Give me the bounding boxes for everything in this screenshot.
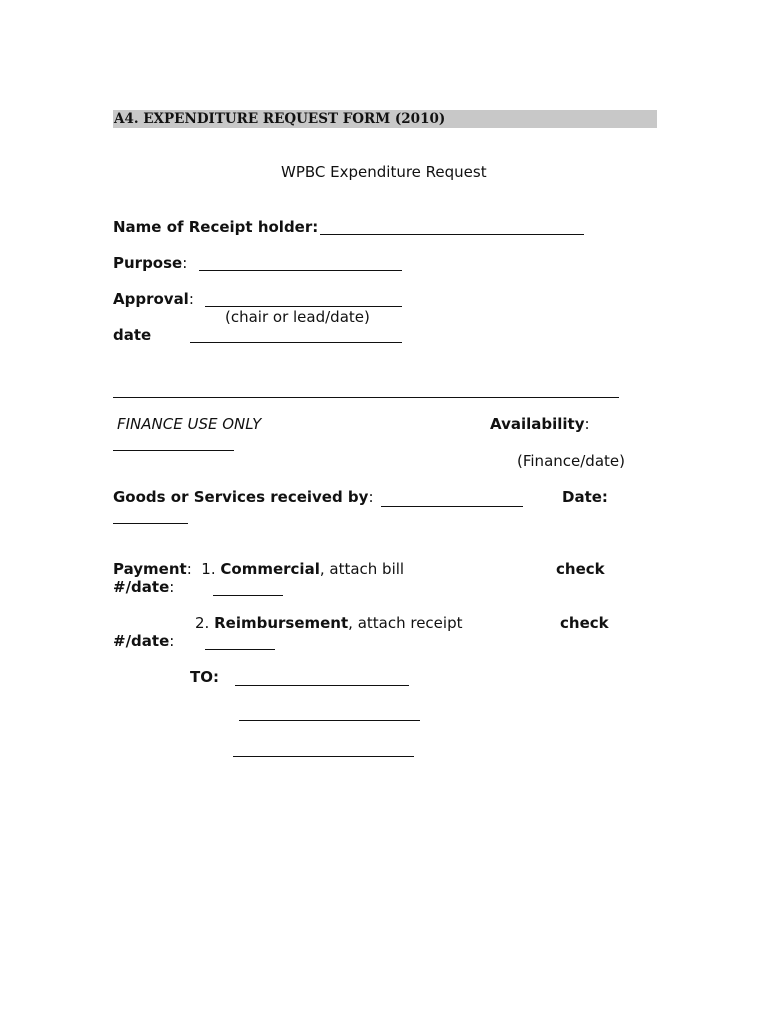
payment-line-1 — [113, 560, 404, 578]
payment-commercial-label: Commercial — [220, 560, 320, 578]
document-title: WPBC Expenditure Request — [281, 163, 487, 181]
to-address-line-2[interactable] — [239, 720, 420, 721]
availability-blank[interactable] — [113, 450, 234, 451]
payment-item2-checkdate-blank[interactable] — [205, 649, 275, 650]
goods-received-blank[interactable] — [381, 506, 523, 507]
payment-item2-checkdate-colon: : — [169, 632, 175, 650]
date-blank[interactable] — [190, 342, 402, 343]
to-address-line-1[interactable] — [235, 685, 409, 686]
payment-item1-number: 1. — [201, 560, 216, 578]
availability-label-group — [490, 415, 590, 433]
payment-reimbursement-label: Reimbursement — [214, 614, 349, 632]
receipt-holder-label: Name of Receipt holder: — [113, 218, 319, 236]
goods-received-label-group — [113, 488, 374, 506]
section-header-title: A4. EXPENDITURE REQUEST FORM (2010) — [114, 111, 446, 127]
date-label: date — [113, 326, 152, 344]
payment-item2-number: 2. — [195, 614, 210, 632]
goods-received-colon: : — [368, 488, 374, 506]
goods-received-label: Goods or Services received by — [113, 488, 369, 506]
section-divider — [113, 397, 619, 398]
purpose-colon: : — [182, 254, 188, 272]
to-label: TO: — [190, 668, 219, 686]
payment-item2-checkdate-group — [113, 632, 174, 650]
approval-colon: : — [188, 290, 194, 308]
approval-label: Approval — [113, 290, 189, 308]
goods-date-label: Date: — [562, 488, 608, 506]
payment-item1-checkdate-blank[interactable] — [213, 595, 283, 596]
payment-line-2 — [195, 614, 462, 632]
purpose-label-group — [113, 254, 187, 272]
to-address-line-3[interactable] — [233, 756, 414, 757]
payment-item2-check-label: check — [560, 614, 609, 632]
receipt-holder-blank[interactable] — [320, 234, 584, 235]
goods-date-blank[interactable] — [113, 523, 188, 524]
purpose-label: Purpose — [113, 254, 183, 272]
availability-hint: (Finance/date) — [517, 452, 625, 470]
purpose-blank[interactable] — [199, 270, 402, 271]
payment-reimbursement-rest: , attach receipt — [348, 614, 463, 632]
payment-item2-checkdate-label: #/date — [113, 632, 170, 650]
payment-item1-checkdate-label: #/date — [113, 578, 170, 596]
availability-label: Availability — [490, 415, 585, 433]
payment-item1-checkdate-group — [113, 578, 174, 596]
payment-label: Payment — [113, 560, 187, 578]
payment-colon: : — [186, 560, 192, 578]
availability-colon: : — [584, 415, 590, 433]
approval-label-group — [113, 290, 194, 308]
payment-item1-checkdate-colon: : — [169, 578, 175, 596]
payment-commercial-rest: , attach bill — [319, 560, 405, 578]
approval-blank[interactable] — [205, 306, 402, 307]
payment-item1-check-label: check — [556, 560, 605, 578]
approval-hint: (chair or lead/date) — [225, 308, 370, 326]
finance-use-only-label: FINANCE USE ONLY — [117, 415, 262, 433]
